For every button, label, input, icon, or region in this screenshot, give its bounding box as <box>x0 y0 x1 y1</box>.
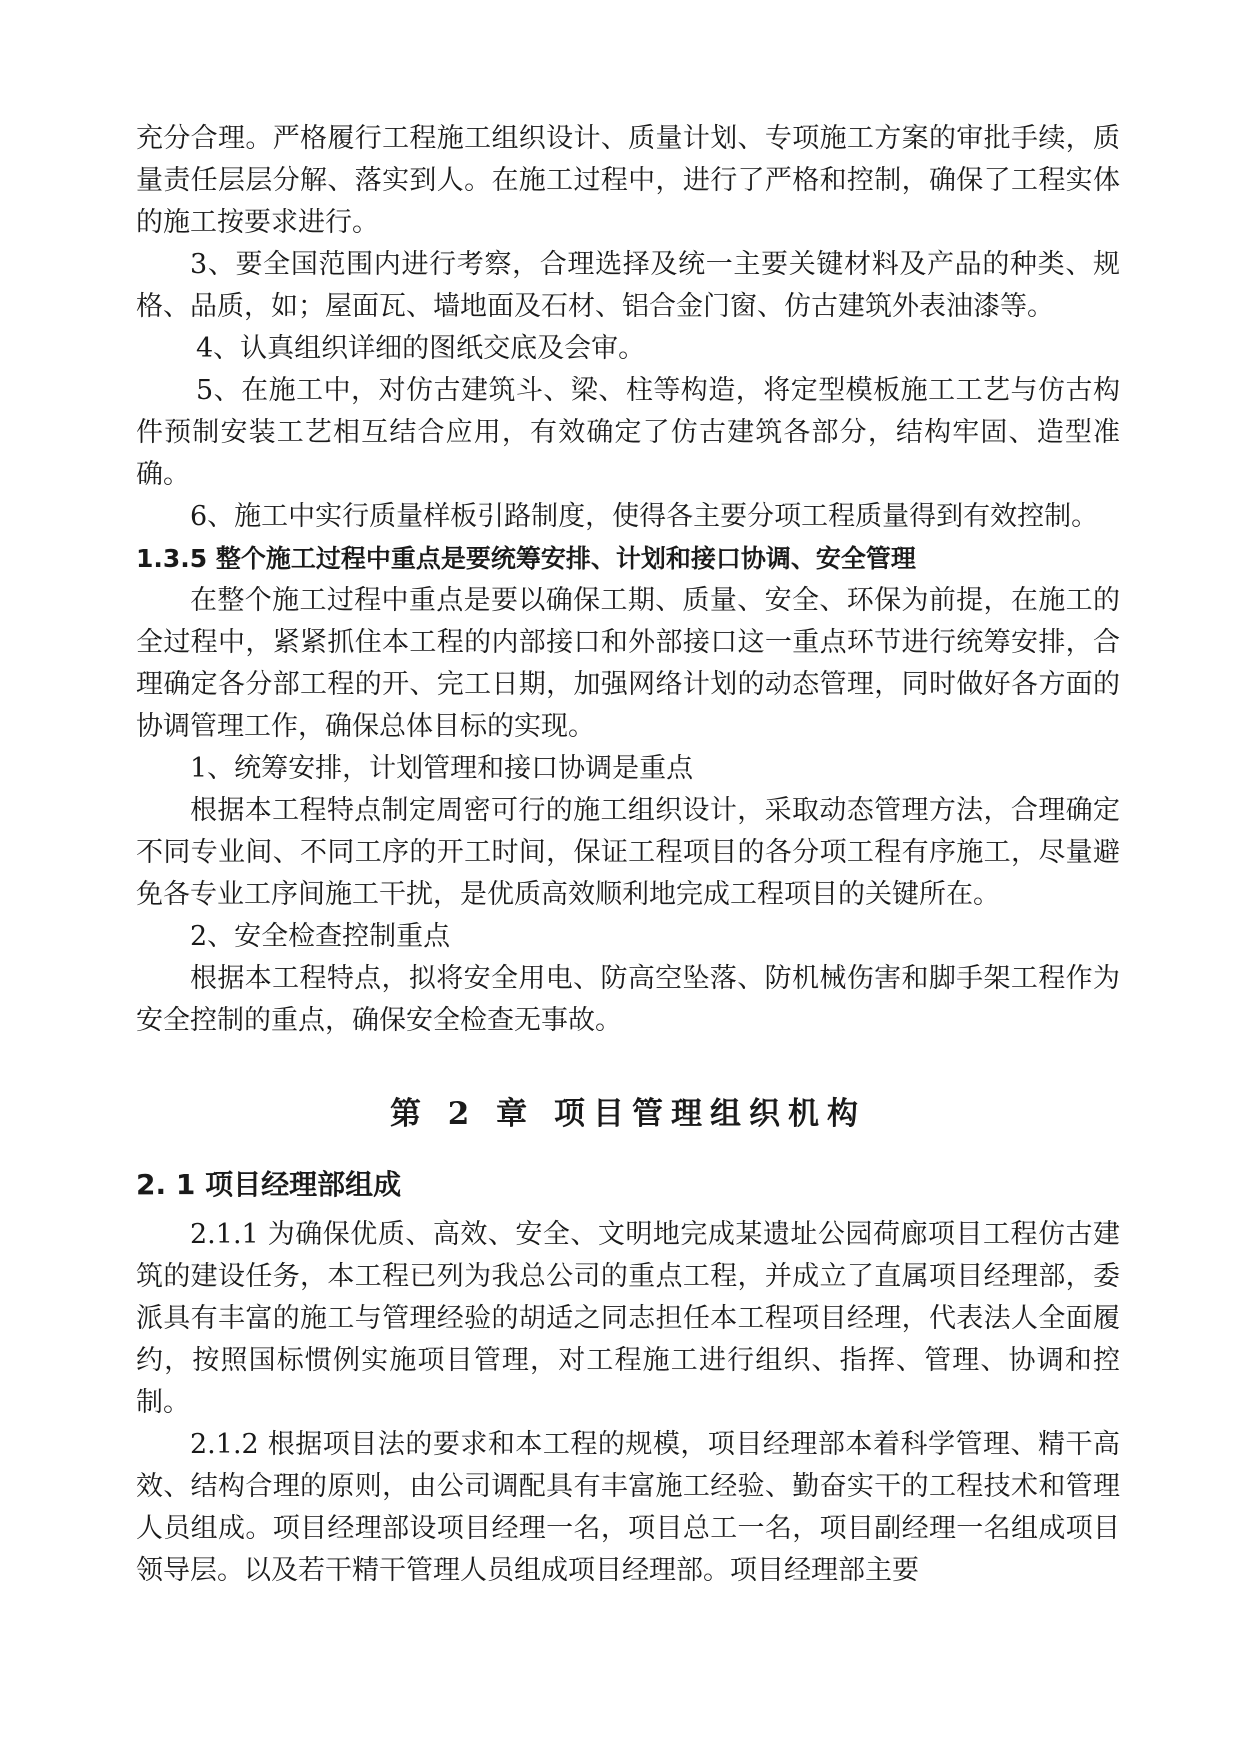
section-heading-2-1: 2. 1 项目经理部组成 <box>136 1168 402 1201</box>
body-paragraph: 在整个施工过程中重点是要以确保工期、质量、安全、环保为前提，在施工的全过程中，紧紧抓住本工程的内部接口和外部接口这一重点环节进行统筹安排，合理确定各分部工程的开、完工日期，加强网络计划的动态管理，同时做好各方面的协调管理工作，确保总体目标的实现。 <box>136 585 1120 742</box>
list-item-4: 4、认真组织详细的图纸交底及会审。 <box>196 333 646 364</box>
list-item-5: 5、在施工中，对仿古建筑斗、梁、柱等构造，将定型模板施工工艺与仿古构件预制安装工艺相互结合应用，有效确定了仿古建筑各部分，结构牢固、造型准确。 <box>136 375 1120 490</box>
list-item-1: 1、统筹安排，计划管理和接口协调是重点 <box>190 753 694 784</box>
list-item-2: 2、安全检查控制重点 <box>190 921 451 952</box>
body-paragraph: 根据本工程特点，拟将安全用电、防高空坠落、防机械伤害和脚手架工程作为安全控制的重点，确保安全检查无事故。 <box>136 963 1120 1036</box>
page-content <box>136 118 1120 1592</box>
chapter-title: 第 2 章 项目管理组织机构 <box>390 1096 866 1132</box>
body-paragraph: 2.1.1 为确保优质、高效、安全、文明地完成某遗址公园荷廊项目工程仿古建筑的建设任务，本工程已列为我总公司的重点工程，并成立了直属项目经理部，委派具有丰富的施工与管理经验的胡适之同志担任本工程项目经理，代表法人全面履约，按照国标惯例实施项目管理，对工程施工进行组织、指挥、管理、协调和控制。 <box>136 1219 1120 1418</box>
section-heading-1-3-5: 1.3.5 整个施工过程中重点是要统筹安排、计划和接口协调、安全管理 <box>136 544 916 573</box>
body-paragraph: 2.1.2 根据项目法的要求和本工程的规模，项目经理部本着科学管理、精干高效、结构合理的原则，由公司调配具有丰富施工经验、勤奋实干的工程技术和管理人员组成。项目经理部设项目经理一名，项目总工一名，项目副经理一名组成项目领导层。以及若干精干管理人员组成项目经理部。项目经理部主要 <box>136 1429 1120 1586</box>
list-item-6: 6、施工中实行质量样板引路制度，使得各主要分项工程质量得到有效控制。 <box>190 501 1099 532</box>
body-paragraph: 根据本工程特点制定周密可行的施工组织设计，采取动态管理方法，合理确定不同专业间、不同工序的开工时间，保证工程项目的各分项工程有序施工，尽量避免各专业工序间施工干扰，是优质高效顺利地完成工程项目的关键所在。 <box>136 795 1120 910</box>
body-paragraph: 充分合理。严格履行工程施工组织设计、质量计划、专项施工方案的审批手续，质量责任层层分解、落实到人。在施工过程中，进行了严格和控制，确保了工程实体的施工按要求进行。 <box>136 123 1120 238</box>
list-item-3: 3、要全国范围内进行考察，合理选择及统一主要关键材料及产品的种类、规格、品质，如；屋面瓦、墙地面及石材、铝合金门窗、仿古建筑外表油漆等。 <box>136 249 1120 322</box>
